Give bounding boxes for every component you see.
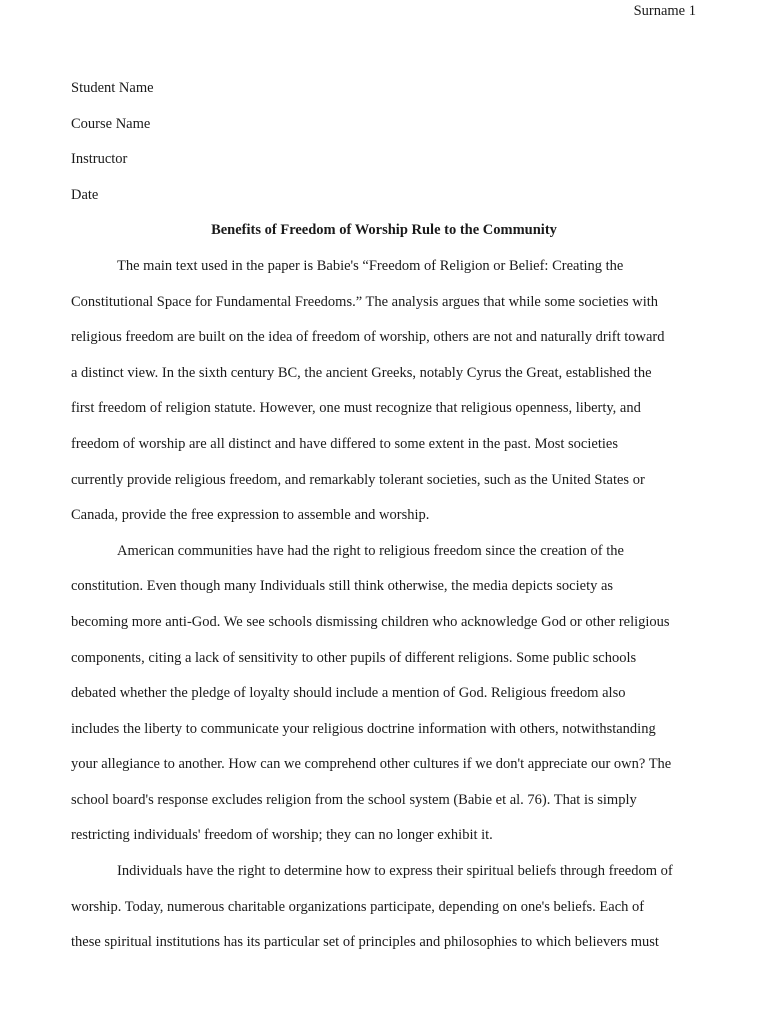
student-name: Student Name [71, 80, 154, 96]
paragraph-2-line-8: school board's response excludes religion from the school system (Babie et al. 76). That is simply [71, 791, 637, 808]
paragraph-2-line-6: includes the liberty to communicate your religious doctrine information with others, notwithstanding [71, 720, 656, 737]
paragraph-1-line-3: religious freedom are built on the idea of freedom of worship, others are not and naturally drift toward [71, 329, 665, 346]
paragraph-3-line-1: Individuals have the right to determine how to express their spiritual beliefs through freedom of [117, 863, 673, 880]
paragraph-2-line-5: debated whether the pledge of loyalty should include a mention of God. Religious freedom also [71, 685, 626, 702]
date: Date [71, 186, 99, 203]
course-name: Course Name [71, 115, 151, 132]
paragraph-1-line-7: currently provide religious freedom, and remarkably tolerant societies, such as the United States or [71, 471, 645, 488]
document-body [71, 71, 697, 961]
paragraph-2-line-1: American communities have had the right to religious freedom since the creation of the [117, 542, 624, 559]
paragraph-1-line-6: freedom of worship are all distinct and have differed to some extent in the past. Most societies [71, 435, 618, 452]
paragraph-1-line-2: Constitutional Space for Fundamental Freedoms.” The analysis argues that while some societies with [71, 293, 659, 310]
paragraph-2-line-3: becoming more anti-God. We see schools dismissing children who acknowledge God or other religious [71, 613, 670, 630]
paragraph-2-line-9: restricting individuals' freedom of worship; they can no longer exhibit it. [71, 827, 493, 844]
running-head: Surname 1 [633, 3, 696, 19]
paragraph-3-line-2: worship. Today, numerous charitable organizations participate, depending on one's beliefs. Each of [71, 898, 645, 915]
paragraph-2-line-2: constitution. Even though many Individuals still think otherwise, the media depicts society as [71, 578, 614, 595]
paragraph-3-line-3: these spiritual institutions has its particular set of principles and philosophies to which believers must [71, 934, 659, 951]
paragraph-1-line-1: The main text used in the paper is Babie's “Freedom of Religion or Belief: Creating the [117, 257, 624, 274]
paragraph-2-line-7: your allegiance to another. How can we comprehend other cultures if we don't appreciate our own? The [71, 756, 672, 773]
paragraph-1-line-8: Canada, provide the free expression to assemble and worship. [71, 507, 430, 524]
paragraph-1-line-5: first freedom of religion statute. However, one must recognize that religious openness, liberty, and [71, 400, 641, 417]
paragraph-2-line-4: components, citing a lack of sensitivity to other pupils of different religions. Some public schools [71, 649, 637, 666]
instructor-name: Instructor [71, 151, 128, 168]
paper-title: Benefits of Freedom of Worship Rule to the Community [211, 222, 557, 239]
paragraph-1-line-4: a distinct view. In the sixth century BC, the ancient Greeks, notably Cyrus the Great, established the [71, 364, 652, 381]
